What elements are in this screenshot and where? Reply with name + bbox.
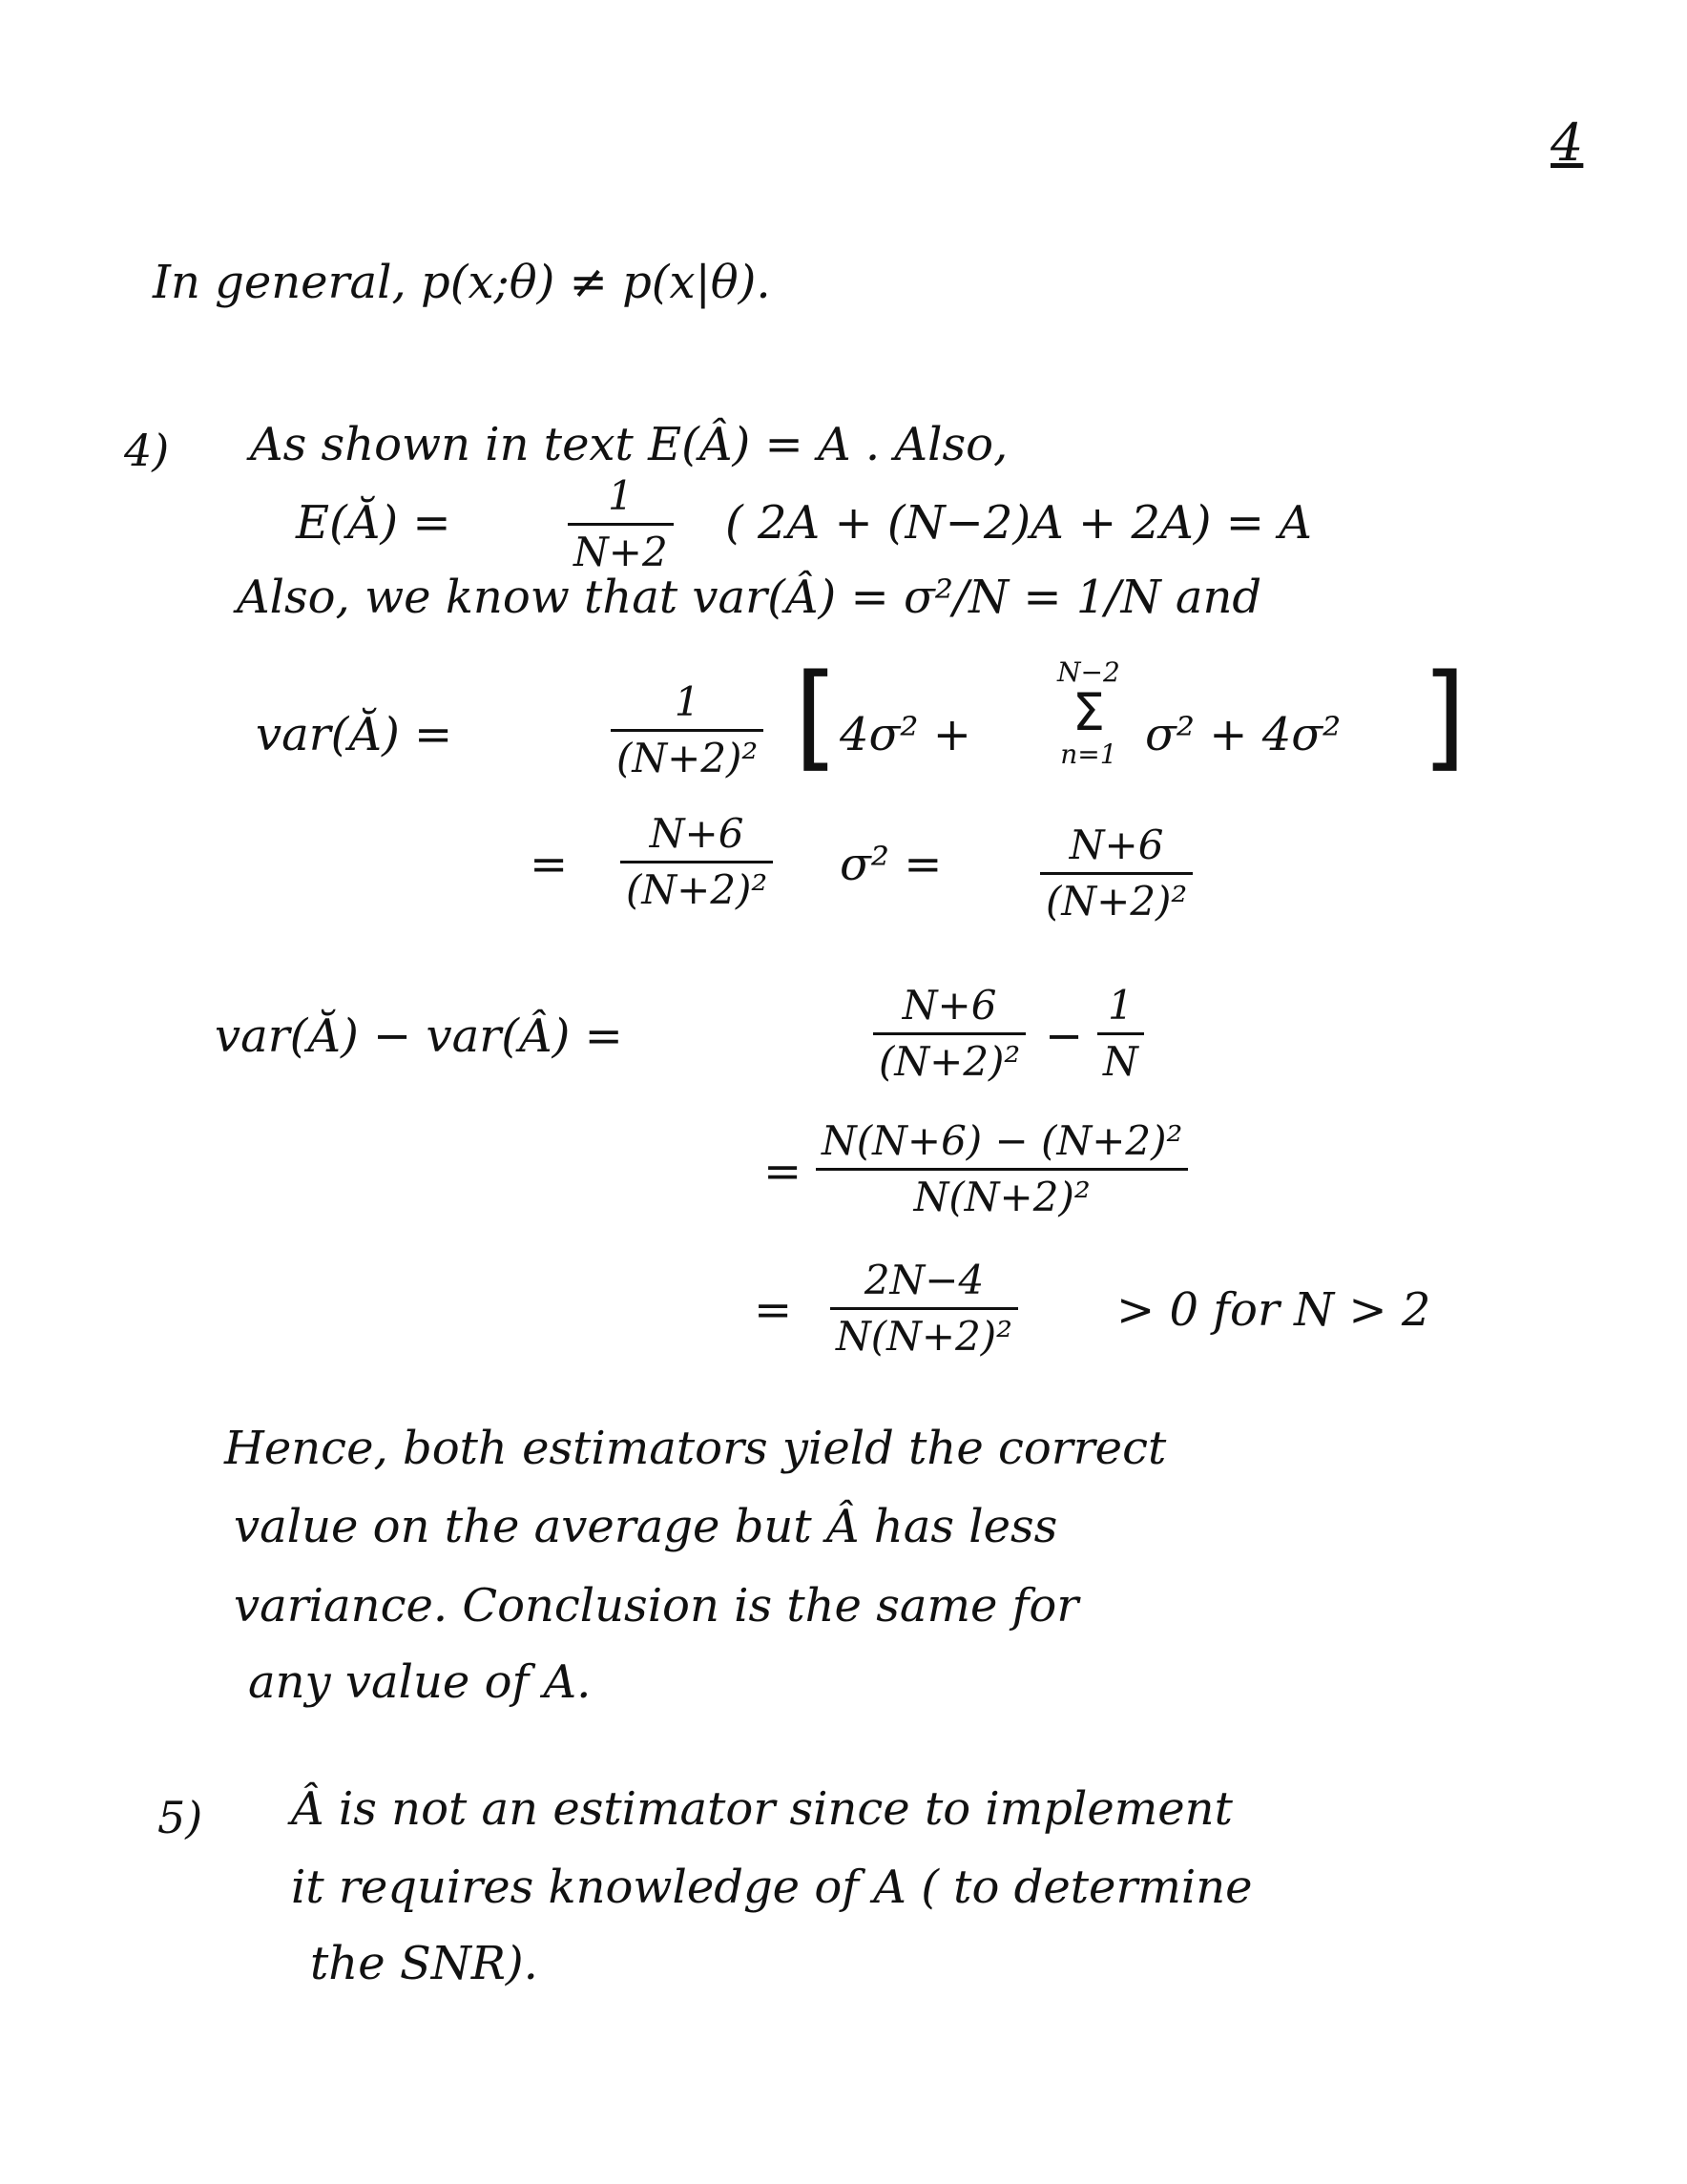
page-number: 4 xyxy=(1551,113,1584,173)
fraction-numerator: 1 xyxy=(607,472,634,519)
bracket-term-a: 4σ² + xyxy=(840,708,972,761)
fraction-1-over-n xyxy=(1097,983,1144,1086)
conclusion-line-2: value on the average but Â has less xyxy=(234,1500,1058,1553)
equation-1-sigma-equals: σ² = xyxy=(840,838,943,891)
variance-check-left: var(Ă) = xyxy=(256,708,453,761)
equation-3-equals: = xyxy=(754,1283,793,1337)
fraction-numerator: N+6 xyxy=(902,982,997,1029)
conclusion-line-4: any value of A. xyxy=(248,1655,592,1709)
fraction-denominator: N(N+2)² xyxy=(913,1174,1091,1221)
fraction-numerator: N+6 xyxy=(1069,822,1164,868)
expectation-a-check-left: E(Ă) = xyxy=(296,496,451,550)
fraction-numerator: 2N−4 xyxy=(864,1257,985,1303)
fraction-denominator: (N+2)² xyxy=(879,1038,1021,1086)
fraction-1-over-n-plus-2 xyxy=(568,473,674,576)
problem-5-line-1: Â is not an estimator since to implement xyxy=(291,1782,1233,1836)
fraction-numerator: N(N+6) − (N+2)² xyxy=(822,1117,1183,1164)
equation-1-equals: = xyxy=(530,838,569,891)
equation-3-conclusion: > 0 for N > 2 xyxy=(1116,1283,1431,1337)
summation xyxy=(1057,656,1120,771)
difference-minus: − xyxy=(1045,1009,1084,1063)
right-bracket: ] xyxy=(1422,651,1467,783)
equation-2-equals: = xyxy=(763,1145,802,1198)
summation-upper-limit: N−2 xyxy=(1057,656,1120,688)
general-statement: In general, p(x;θ) ≠ p(x|θ). xyxy=(153,256,771,309)
fraction-n-plus-6-over-n-plus-2-squared-simplified xyxy=(1040,822,1193,926)
problem-5-label: 5) xyxy=(157,1792,203,1843)
fraction-denominator: N(N+2)² xyxy=(836,1313,1013,1361)
fraction-denominator: (N+2)² xyxy=(616,735,759,782)
fraction-combined xyxy=(816,1118,1188,1221)
fraction-denominator: N+2 xyxy=(573,529,668,576)
problem-5-line-2: it requires knowledge of A ( to determine xyxy=(291,1861,1253,1914)
problem-4-line-3: Also, we know that var(Â) = σ²/N = 1/N and xyxy=(237,571,1262,624)
conclusion-line-1: Hence, both estimators yield the correct xyxy=(224,1422,1167,1475)
fraction-numerator: 1 xyxy=(674,678,700,725)
problem-5-line-3: the SNR). xyxy=(310,1937,538,1990)
fraction-denominator: N xyxy=(1103,1038,1138,1086)
fraction-difference-term-1 xyxy=(873,983,1026,1086)
fraction-n-plus-6-over-n-plus-2-squared xyxy=(620,811,773,914)
summation-sigma-icon: Σ xyxy=(1072,682,1105,743)
conclusion-line-3: variance. Conclusion is the same for xyxy=(234,1579,1079,1633)
problem-4-line-1: As shown in text E(Â) = A . Also, xyxy=(250,418,1009,471)
expectation-a-check-right: ( 2A + (N−2)A + 2A) = A xyxy=(725,496,1312,550)
fraction-denominator: (N+2)² xyxy=(1046,878,1188,926)
bracket-term-b: σ² + 4σ² xyxy=(1145,708,1342,761)
summation-lower-limit: n=1 xyxy=(1060,738,1117,771)
fraction-1-over-n-plus-2-squared xyxy=(611,679,763,782)
fraction-numerator: 1 xyxy=(1108,982,1134,1029)
fraction-final xyxy=(830,1258,1018,1361)
fraction-denominator: (N+2)² xyxy=(626,866,768,914)
problem-4-label: 4) xyxy=(124,425,170,476)
left-bracket: [ xyxy=(794,651,839,783)
variance-difference-left: var(Ă) − var(Â) = xyxy=(215,1009,623,1063)
fraction-numerator: N+6 xyxy=(649,810,744,857)
